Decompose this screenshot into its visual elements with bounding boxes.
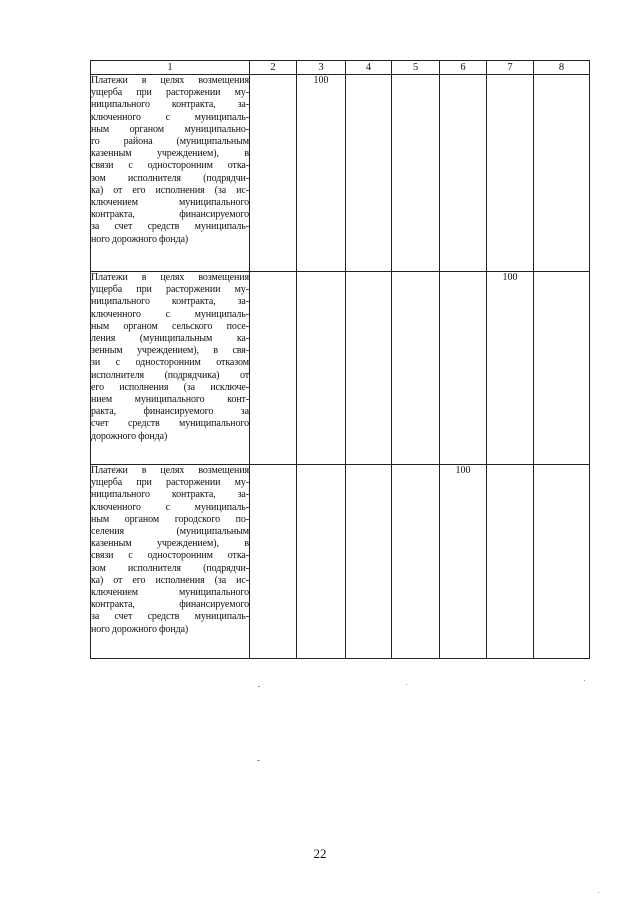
cell-col-4: [346, 465, 392, 659]
cell-col-4: [346, 272, 392, 465]
cell-col-2: [250, 75, 297, 272]
description-line: за счет средств муниципаль-: [91, 221, 249, 233]
description-line: счет средств муниципального: [91, 418, 249, 430]
description-line: Платежи в целях возмещения: [91, 465, 249, 476]
table-row: [91, 465, 590, 659]
cell-col-7: [487, 465, 534, 659]
description-line: ного дорожного фонда): [91, 233, 189, 245]
page-number: 22: [313, 846, 327, 861]
description-line: ущерба при расторжении му-: [91, 87, 249, 99]
description-line: ного дорожного фонда): [91, 623, 189, 635]
cell-col-8: [534, 272, 590, 465]
description-line: ниципального контракта, за-: [91, 296, 249, 308]
cell-col-4: [346, 75, 392, 272]
description-line: ущерба при расторжении му-: [91, 477, 249, 489]
column-header: 2: [250, 61, 297, 75]
description-line: ракта, финансируемого за: [91, 406, 249, 418]
description-line: нием муниципального конт-: [91, 394, 249, 406]
column-header: 8: [534, 61, 590, 75]
scan-speck: [258, 686, 260, 687]
scan-speck: [406, 684, 407, 685]
description-line: дорожного фонда): [91, 430, 168, 442]
description-line: казенным учреждением), в: [91, 538, 249, 550]
cell-col-3: [297, 465, 346, 659]
scan-speck: [598, 892, 599, 893]
scan-speck: [257, 760, 260, 761]
cell-col-2: [250, 272, 297, 465]
scan-speck: [584, 680, 585, 681]
description-line: ным органом муниципально-: [91, 123, 249, 135]
description-line: казенным учреждением), в: [91, 148, 249, 160]
description-line: за счет средств муниципаль-: [91, 611, 249, 623]
description-line: контракта, финансируемого: [91, 599, 249, 611]
description-line: зом исполнителя (подрядчи-: [91, 562, 249, 574]
description-line: Платежи в целях возмещения: [91, 75, 249, 86]
description-line: его исполнения (за исключе-: [91, 381, 249, 393]
cell-col-6: [440, 75, 487, 272]
column-header: 4: [346, 61, 392, 75]
cell-col-2: [250, 465, 297, 659]
description-line: ключенного с муниципаль-: [91, 111, 249, 123]
cell-col-3: 100: [297, 75, 346, 272]
column-header: 6: [440, 61, 487, 75]
cell-col-7: 100: [487, 272, 534, 465]
description-line: связи с односторонним отка-: [91, 160, 249, 172]
description-line: ключенного с муниципаль-: [91, 308, 249, 320]
description-line: ления (муниципальным ка-: [91, 333, 249, 345]
description-line: ключением муниципального: [91, 197, 249, 209]
cell-col-8: [534, 465, 590, 659]
description-line: ниципального контракта, за-: [91, 99, 249, 111]
description-line: ущерба при расторжении му-: [91, 284, 249, 296]
column-header: 1: [91, 61, 250, 75]
description-line: ка) от его исполнения (за ис-: [91, 184, 249, 196]
description-line: Платежи в целях возмещения: [91, 272, 249, 283]
description-line: ка) от его исполнения (за ис-: [91, 574, 249, 586]
description-line: связи с односторонним отка-: [91, 550, 249, 562]
column-header: 3: [297, 61, 346, 75]
description-line: ным органом сельского посе-: [91, 320, 249, 332]
table-header-row: [91, 61, 590, 75]
description-line: контракта, финансируемого: [91, 209, 249, 221]
row-description: [91, 75, 250, 272]
cell-col-3: [297, 272, 346, 465]
column-header: 7: [487, 61, 534, 75]
table-row: [91, 75, 590, 272]
description-line: ключением муниципального: [91, 587, 249, 599]
cell-col-5: [392, 465, 440, 659]
budget-table: [90, 60, 590, 659]
cell-col-6: 100: [440, 465, 487, 659]
cell-col-5: [392, 75, 440, 272]
cell-col-7: [487, 75, 534, 272]
description-line: го района (муниципальным: [91, 136, 249, 148]
description-line: исполнителя (подрядчика) от: [91, 369, 249, 381]
cell-col-5: [392, 272, 440, 465]
description-line: ниципального контракта, за-: [91, 489, 249, 501]
description-line: селения (муниципальным: [91, 526, 249, 538]
description-line: ным органом городского по-: [91, 513, 249, 525]
column-header: 5: [392, 61, 440, 75]
row-description: [91, 272, 250, 465]
description-line: зенным учреждением), в свя-: [91, 345, 249, 357]
description-line: ключенного с муниципаль-: [91, 501, 249, 513]
cell-col-6: [440, 272, 487, 465]
description-line: зи с односторонним отказом: [91, 357, 249, 369]
cell-col-8: [534, 75, 590, 272]
row-description: [91, 465, 250, 659]
table-row: [91, 272, 590, 465]
description-line: зом исполнителя (подрядчи-: [91, 172, 249, 184]
